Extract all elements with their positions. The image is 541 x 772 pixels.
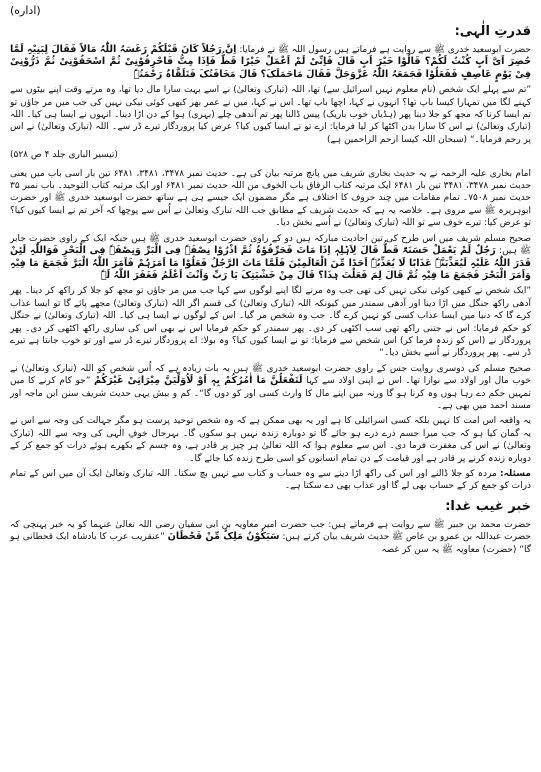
ghaib-rest: ”عنقریب عرب کا بادشاہ ایک قحطانی ہو گا“ (حضرت) معاویہ ﷺ یہ سن کر غصہ — [10, 532, 531, 555]
hadith-1-intro-text: حضرت ابوسعید خدری ﷺ سے روایت ہے فرماتے ہیں رسول اللہ ﷺ نے فرمایا: — [239, 45, 531, 55]
second-narration — [10, 363, 531, 413]
hadith-1-source: (تیسیر الباری جلد ۴ ص ۵۲۸) — [10, 150, 118, 161]
masala-note — [10, 468, 531, 493]
hadith-1-intro — [10, 44, 531, 81]
muslim-hadith-translation: ”ایک شخص نے کبھی کوئی نیکی نہیں کی تھی جب وہ مرنے لگا اپنے لوگوں سے کہا جب میں مر جاؤں تو مجھ کو جلا کر راکھ کر دینا۔ پھر آدھی راکھ جنگل میں اڑا دینا اور آدھی سمندر میں کیونکہ اللہ (تبارک وتعالیٰ) کی قسم اگر اللہ (تبارک وتعالیٰ) مجھے پائے گا تو ایسا عذاب کرے گا کہ دنیا میں ایسا عذاب کسی کو نہیں کرے گا۔ جب وہ شخص مر گیا۔ اس کے لوگوں نے ایسا ہی کیا۔ اللہ (تبارک وتعالیٰ) نے جنگل کو حکم فرمایا: اس نے جتنی راکھ تھی سب اکٹھی کر دی۔ پھر سمندر کو حکم فرمایا اس نے بھی اس کی ساری راکھ اکٹھی کر دی۔ پھر پروردگار نے (اس کو زندہ فرما کر) اس شخص سے فرمایا: تو نے ایسا کیوں کیا؟ وہ بولا: اے پروردگار تیرے ڈر سے اور تو خوب جانتا ہے تیرے ڈر سے۔ پھر پروردگار نے اُسے بخش دیا۔“ — [10, 286, 531, 359]
section-heading-ghaib: خبر غیب غدا: — [445, 498, 531, 514]
bukhari-references: امام بخاری علیہ الرحمہ نے یہ حدیث بخاری شریف میں پانچ مرتبہ بیان کی ہے۔ حدیث نمبر ۳۴۷۸، ۳۴۸۱، ۶۴۸۱ تین بار اسی باب میں یعنی حدیث نمبر ۳۴۷۸، ۳۴۸۱ تین بار ۶۴۸۱ ایک مرتبہ کتاب الرقاق باب الخوف من اللہ حدیث نمبر ۶۴۸۱ اور ایک مرتبہ کتاب التوحید۔ باب نمبر ۳۵ حدیث نمبر ۷۵۰۸۔ تمام مقامات میں چند حروف کا اختلاف ہے مگر مضمون ایک جیسے ہی ہے ساتھ حضرت ابوسعید خدری ﷺ اور حضرت ابوہریرہ ﷺ سے مروی ہے۔ خلاصہ یہ ہے کہ حدیث شریف کے مطابق جب اللہ تبارک وتعالیٰ نے اُس سے پوچھا کہ آخر تم نے ایسا کیوں کیا؟ تو عرض کیا: تیرے خوف سے تو اللہ (تبارک وتعالیٰ) نے اُسے بخش دیا۔ — [10, 168, 532, 229]
hadith-1-translation: ”تم سے پہلے ایک شخص (نام معلوم نہیں اسرائیل سے) تھا، اللہ (تبارک وتعالیٰ) نے اسے بہت سارا مال دیا تھا، وہ مرتے وقت اپنے بیٹوں سے کہنے لگا میں تمہارا کیسا باپ تھا؟ انہوں نے کہا، اچھا باپ تھا۔ اس نے کہا، میں نے عمر بھر کبھی کوئی نیکی نہیں کی جب میں مر جاؤں تو تم ایسا کرنا کہ مجھ کو جلا دینا پھر (ہڈیاں خوب باریک) پیس ڈالنا پھر تم آندھی چلے (بہری) ہوا کے دن اڑا دینا۔ انہوں نے ایسا ہی کیا۔ اللہ (تبارک وتعالیٰ) نے اس کا سارا بدن اکٹھا کر لیا فرمایا: ارے تو نے ایسا کیوں کیا؟ عرض کیا پروردگار تیرے ڈر سے۔ اللہ (تبارک وتعالیٰ) نے اس پر رحم فرمایا۔“ (سبحان اللہ کیسا ارحم الراحمین ہے) — [10, 85, 531, 145]
ghaib-intro: حضرت محمد بن جبیر ﷺ سے روایت ہے فرماتے ہیں: جب حضرت امیر معاویہ بن ابی سفیان رضی اللہ تعالیٰ عنہما کو یہ خبر پہنچی کہ حضرت عبداللہ بن عمرو بن عاص ﷺ حدیث شریف بیان کرتے ہیں: — [10, 519, 531, 543]
muslim-hadith-intro-text: صحیح مسلم شریف میں اس طرح کی تین احادیث مبارکہ ہیں دو کے راوی حضرت ابوسعید خدری ﷺ ہیں جبکہ ایک کے راوی حضرت جابر ﷺ ہیں: — [10, 233, 531, 257]
masala-text: مردہ کو جلا ڈالنے اور اس کی راکھ اڑا دینے سے وہ حساب و کتاب سے نہیں بچ سکتا۔ اللہ تبارک وتعالیٰ ایک آن میں اس کے تمام ذرات کو جمع کر کے حساب بھی لے گا اور عذاب بھی دے سکتا ہے۔ — [10, 469, 531, 492]
second-narration-arabic: لَتَفْعَلُنَّ مَا اٰمُرُکُمْ بِہٖ اَوْ لَاُوَلِّیَنَّ مِیْرَاثِیْ غَیْرَکُمْ — [93, 375, 303, 387]
masala-label: مسئلہ: — [500, 469, 531, 479]
masthead: (اداره) — [10, 4, 41, 17]
ghaib-paragraph — [10, 519, 531, 556]
muslim-hadith-intro — [10, 233, 531, 283]
muslim-hadith-arabic: رَجُلٌ لَمْ یَعْمَلْ حَسَنَۃً قَطُّ قَالَ لِاَہْلِہٖ اِذَا مَاتَ فَحَرِّقُوْہُ ثُمَّ اذْرُوْا نِصْفَہٗ فِی الْبَرِّ وَنِصْفَہٗ فِی الْبَحْرِ فَوَاللّٰہِ لَئِنْ قَدَرَ اللّٰہُ عَلَیْہِ لَیُعَذِّبَنَّہٗ عَذَابًا لَا یُعَذِّبُہٗ اَحَدًا مِّنَ الْعَالَمِیْنَ فَلَمَّا مَاتَ الرَّجُلُ فَعَلُوْا مَا اَمَرَہُمْ فَاَمَرَ اللّٰہُ الْبَرَّ فَجَمَعَ مَا فِیْہِ وَاَمَرَ الْبَحْرَ فَجَمَعَ مَا فِیْہِ ثُمَّ قَالَ لِمَ فَعَلْتَ ہٰذَا؟ قَالَ مِنْ خَشْیَتِکَ یَا رَبِّ وَاَنْتَ اَعْلَمُ فَغَفَرَ اللّٰہُ لَہٗ — [10, 245, 531, 281]
explanation-paragraph: یہ واقعہ اس امت کا نہیں بلکہ کسی اسرائیلی کا ہے اور یہ بھی ممکن ہے کہ وہ شخص توحید پرست ہو مگر جہالت کی وجہ سے اس نے یہ گمان کیا ہو کہ جب میرا جسم ذرے ذرے ہو جائے گا تو دوبارہ زندہ نہیں ہو سکوں گا۔ بہرحال خوفِ الٰہی کی وجہ سے اللہ (تبارک وتعالیٰ) نے اس کی مغفرت فرما دی۔ اس سے معلوم ہوا کہ اللہ تعالیٰ ہر چیز پر قادر ہے، وہ جسم کے بکھرے ہوئے ذرات کو جمع کر کے دوبارہ زندہ کرنے پر قادر ہے اور قیامت کے دن تمام انسانوں کو اسی طرح زندہ کیا جائے گا۔ — [10, 416, 531, 464]
second-narration-rest: ”جو کام کرنے کا میں تمہیں حکم دے رہا ہوں وہ کرنا ہو گا ورنہ میں اپنے مال کا وارث کسی اور کو دوں گا“۔ کم و بیش یہی حدیث شریف سنن ابن ماجہ اور مسند احمد میں بھی ہے۔ — [10, 376, 531, 411]
hadith-1-arabic: اِنَّ رَجُلاً کَانَ قَبْلَکُمْ رَغَسَہُ اللّٰہُ مَالاً فَقَالَ لِبَنِیْہِ لَمَّا حُضِرَ اَیَّ اَبٍ کُنْتُ لَکُمْ؟ قَالُوْا خَیْرَ اَبٍ قَالَ فَاِنِّیْ لَمْ اَعْمَلْ خَیْرًا قَطُّ فَاِذَا مِتُّ فَاحْرِقُوْنِیْ ثُمَّ اسْحَقُوْنِیْ ثُمَّ ذَرُّوْنِیْ فِیْ یَوْمٍ عَاصِفٍ فَفَعَلُوْا فَجَمَعَہُ اللّٰہُ عَزَّوَجَلَّ فَقَالَ مَاحَمَلَکَ؟ قَالَ مَخَافَتُکَ فَتَلَقَّاہُ رَحْمَتُہٗ — [10, 44, 531, 80]
ghaib-arabic: سَیَکُوْنُ مَلِکٌ مِّنْ قَحْطَانَ — [167, 531, 280, 543]
second-narration-intro: صحیح مسلم کی دوسری روایت جس کے راوی حضرت ابوسعید خدری ﷺ ہیں یہ بات زیادہ ہے کہ اُس شخص کو اللہ (تبارک وتعالیٰ) نے خوب مال اور اولاد سے نوازا تھا۔ اس نے اپنی اولاد سے کہا — [10, 363, 531, 387]
section-heading-qudrat: قدرتِ الٰہی: — [454, 24, 531, 39]
